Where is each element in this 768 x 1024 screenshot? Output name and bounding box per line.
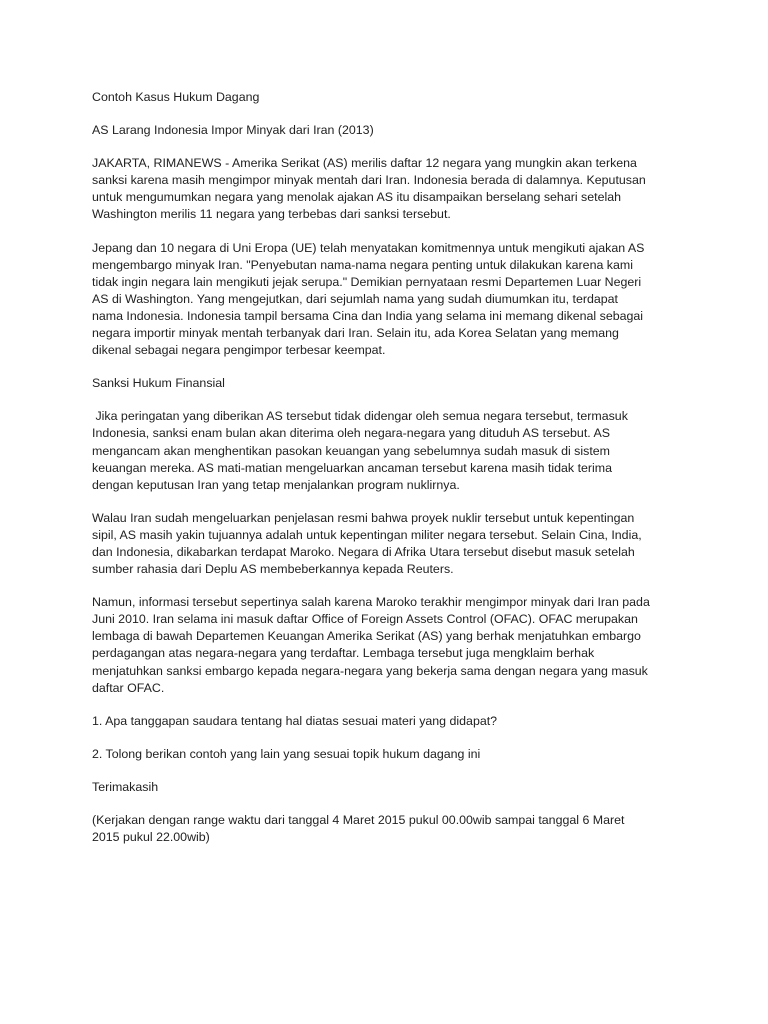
question-2: 2. Tolong berikan contoh yang lain yang sesuai topik hukum dagang ini xyxy=(92,746,481,761)
section-paragraph-2: Walau Iran sudah mengeluarkan penjelasan resmi bahwa proyek nuklir tersebut untuk kepentingan sipil, AS masih yakin tujuannya adalah untuk kepentingan militer negara tersebut. Selain Cina, India, dan Indonesia, dikabarkan terdapat Maroko. Negara di Afrika Utara tersebut disebut masuk setelah sumber rahasia dari Deplu AS membeberkannya kepada Reuters. xyxy=(92,510,642,577)
article-paragraph-2: Jepang dan 10 negara di Uni Eropa (UE) telah menyatakan komitmennya untuk mengikuti ajakan AS mengembargo minyak Iran. "Penyebutan nama-nama negara penting untuk dilakukan karena kami tidak ingin negara lain mengikuti jejak serupa." Demikian pernyataan resmi Departemen Luar Negeri AS di Washington. Yang mengejutkan, dari sejumlah nama yang sudah diumumkan itu, terdapat nama Indonesia. Indonesia tampil bersama Cina dan India yang selama ini memang dikenal sebagai negara importir minyak mentah terbanyak dari Iran. Selain itu, ada Korea Selatan yang memang dikenal sebagai negara pengimpor terbesar keempat. xyxy=(92,240,645,358)
question-1: 1. Apa tanggapan saudara tentang hal diatas sesuai materi yang didapat? xyxy=(92,713,498,728)
closing-text: Terimakasih xyxy=(92,779,159,794)
section-paragraph-3: Namun, informasi tersebut sepertinya salah karena Maroko terakhir mengimpor minyak dari Iran pada Juni 2010. Iran selama ini masuk daftar Office of Foreign Assets Control (OFAC). OFAC merupakan lembaga di bawah Departemen Keuangan Amerika Serikat (AS) yang berhak menjatuhkan embargo perdagangan atas negara-negara yang terdaftar. Lembaga tersebut juga mengklaim berhak menjatuhkan sanksi embargo kepada negara-negara yang bekerja sama dengan negara yang masuk daftar OFAC. xyxy=(92,595,650,695)
document-heading: Contoh Kasus Hukum Dagang xyxy=(92,90,260,104)
document-page xyxy=(92,89,682,862)
deadline-note: (Kerjakan dengan range waktu dari tanggal 4 Maret 2015 pukul 00.00wib sampai tanggal 6 Maret 2015 pukul 22.00wib) xyxy=(92,813,625,845)
article-paragraph-1: JAKARTA, RIMANEWS - Amerika Serikat (AS) merilis daftar 12 negara yang mungkin akan terkena sanksi karena masih mengimpor minyak mentah dari Iran. Indonesia berada di dalamnya. Keputusan untuk mengumumkan negara yang menolak ajakan AS itu disampaikan berselang sehari setelah Washington merilis 11 negara yang terbebas dari sanksi tersebut. xyxy=(92,156,646,222)
section-title: Sanksi Hukum Finansial xyxy=(92,376,225,391)
article-title: AS Larang Indonesia Impor Minyak dari Iran (2013) xyxy=(92,123,374,138)
section-paragraph-1: Jika peringatan yang diberikan AS tersebut tidak didengar oleh semua negara tersebut, termasuk Indonesia, sanksi enam bulan akan diterima oleh negara-negara yang dituduh AS tersebut. AS mengancam akan menghentikan pasokan keuangan yang sebelumnya sudah masuk di sistem keuangan mereka. AS mati-matian mengeluarkan ancaman tersebut karena masih tidak terima dengan keputusan Iran yang tetap menjalankan program nuklirnya. xyxy=(92,409,628,492)
